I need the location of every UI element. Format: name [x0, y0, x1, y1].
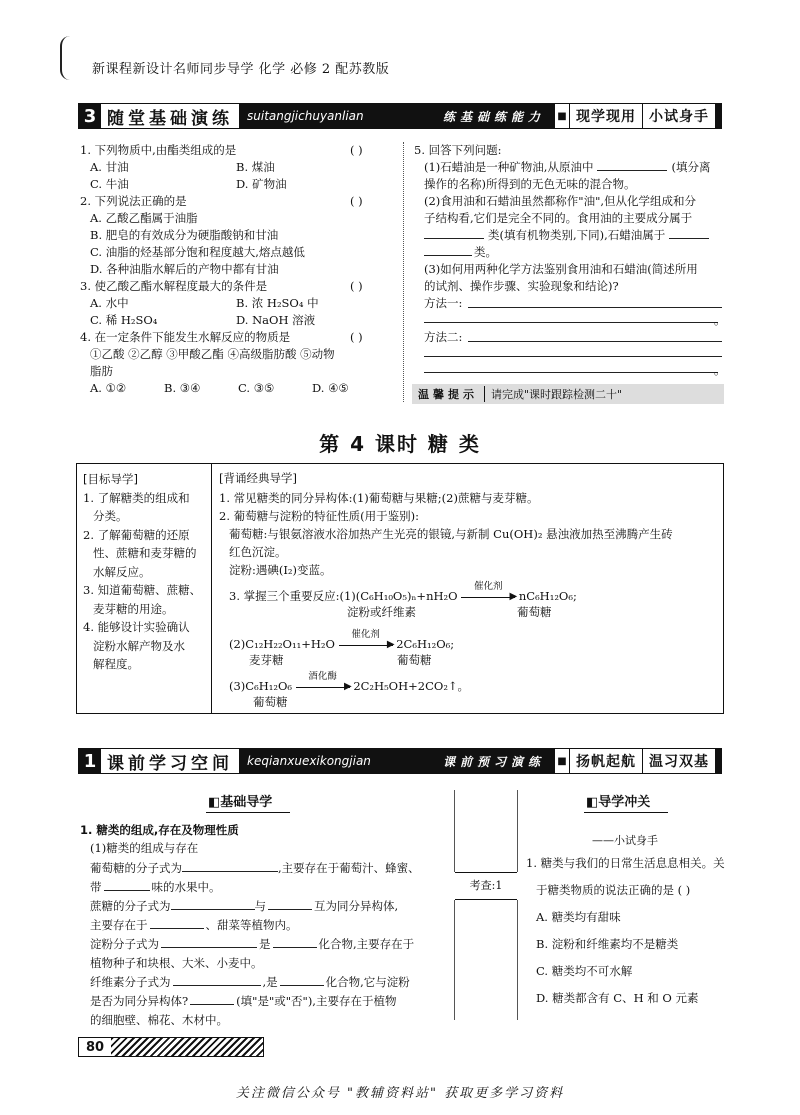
header-bracket-decoration — [60, 36, 74, 80]
goal-line: 分类。 — [93, 509, 128, 523]
goal-line: 性、蔗糖和麦芽糖的 — [93, 546, 197, 560]
reaction-arrow: 催化剂 ▶ — [339, 639, 393, 651]
guide-title: ◧导学冲关 — [586, 795, 651, 810]
tip-label: 温馨提示 — [412, 386, 485, 402]
basic-line: 的细胞壁、棉花、木材中。 — [90, 1013, 228, 1027]
exam-point-label: 考查:1 — [455, 872, 517, 900]
basic-line: 淀粉分子式为 是 化合物,主要存在于 — [90, 937, 415, 951]
goal-line: 解程度。 — [93, 657, 139, 671]
reaction-1-label: 葡萄糖 — [517, 605, 552, 619]
guide-subtitle: ——小试身手 — [592, 834, 658, 847]
reaction-2: (2)C₁₂H₂₂O₁₁+H₂O 催化剂 ▶ 2C₆H₁₂O₆; — [229, 629, 455, 651]
method-1-label: 方法一: — [424, 296, 463, 310]
section-banner-preview — [78, 748, 722, 774]
box-divider — [211, 464, 212, 713]
banner-subtitle: 课前预习演练 — [442, 754, 545, 769]
reaction-arrow: 催化剂 ▶ — [461, 591, 515, 603]
basic-line: 植物种子和块根、大米、小麦中。 — [90, 956, 263, 970]
option: D. NaOH 溶液 — [236, 313, 316, 327]
method-2-label: 方法二: — [424, 330, 463, 344]
option: C. 稀 H₂SO₄ — [90, 313, 158, 327]
q5-part1-cont: 操作的名称)所得到的无色无味的混合物。 — [424, 177, 636, 191]
q5-part2-cont: 子结构看,它们是完全不同的。食用油的主要成分属于 — [424, 211, 693, 225]
answer-blank[interactable] — [273, 936, 317, 948]
basic-heading: 1. 糖类的组成,存在及物理性质 — [80, 823, 239, 837]
q5-part2: (2)食用油和石蜡油虽然都称作"油",但从化学组成和分 — [424, 194, 697, 208]
middle-line — [517, 900, 518, 1020]
classic-line: 淀粉:遇碘(I₂)变蓝。 — [229, 563, 332, 577]
banner-title: 课前学习空间 — [107, 753, 233, 774]
banner-pinyin: suitangjichuyanlian — [247, 109, 364, 123]
answer-paren: ( ) — [350, 279, 363, 293]
page-number: 80 — [85, 1039, 105, 1055]
question-1-stem: 1. 下列物质中,由酯类组成的是 — [80, 143, 237, 157]
question-3-stem: 3. 使乙酸乙酯水解程度最大的条件是 — [80, 279, 268, 293]
answer-blank[interactable] — [161, 936, 257, 948]
guide-option: D. 糖类都含有 C、H 和 O 元素 — [536, 991, 699, 1005]
reaction-2-label: 麦芽糖 — [249, 653, 284, 667]
answer-line[interactable] — [468, 307, 722, 308]
question-4-stem: 4. 在一定条件下能发生水解反应的物质是 — [80, 330, 291, 344]
basic-line: 纤维素分子式为 ,是 化合物,它与淀粉 — [90, 975, 410, 989]
banner-end-bar — [715, 104, 721, 128]
option: C. 牛油 — [90, 177, 129, 191]
option: C. ③⑤ — [238, 381, 275, 395]
basic-line: 是否为同分异构体? (填"是"或"否"),主要存在于植物 — [90, 994, 397, 1008]
basic-guide-title: ◧基础导学 — [208, 795, 273, 810]
basic-line: 带 味的水果中。 — [90, 880, 221, 894]
page-bar-stripes — [111, 1038, 263, 1056]
basic-line: (1)糖类的组成与存在 — [90, 841, 199, 855]
banner-tag-1: 现学现用 — [569, 104, 642, 128]
option: C. 油脂的烃基部分饱和程度越大,熔点越低 — [90, 245, 305, 259]
tip-bar — [412, 384, 724, 404]
option: B. 肥皂的有效成分为硬脂酸钠和甘油 — [90, 228, 279, 242]
goal-line: 3. 知道葡萄糖、蔗糖、 — [83, 583, 202, 597]
reaction-3-label: 葡萄糖 — [253, 695, 288, 709]
square-icon: ■ — [557, 110, 567, 122]
middle-line — [517, 790, 518, 872]
basic-line: 蔗糖的分子式为 与 互为同分异构体, — [90, 899, 399, 913]
question-5-stem: 5. 回答下列问题: — [414, 143, 502, 157]
option: B. ③④ — [164, 381, 201, 395]
banner-pinyin: keqianxuexikongjian — [247, 754, 371, 768]
page-number-bar — [78, 1037, 264, 1057]
period: 。 — [714, 363, 726, 377]
option-items-cont: 脂肪 — [90, 364, 113, 378]
answer-blank[interactable] — [424, 227, 484, 239]
q5-part2-end: 类。 — [424, 244, 497, 261]
classic-line: 2. 葡萄糖与淀粉的特征性质(用于鉴别): — [219, 509, 419, 523]
answer-line[interactable] — [424, 356, 722, 357]
q5-part3-cont: 的试剂、操作步骤、实验现象和结论)? — [424, 279, 619, 293]
book-header: 新课程新设计名师同步导学 化学 必修 2 配苏教版 — [92, 62, 390, 77]
guide-line: 于糖类物质的说法正确的是 ( ) — [536, 883, 691, 897]
middle-line — [454, 900, 455, 1020]
option: A. 水中 — [90, 296, 129, 310]
goals-panel — [83, 470, 209, 674]
guide-option: C. 糖类均不可水解 — [536, 964, 633, 978]
classic-line: 红色沉淀。 — [229, 545, 287, 559]
lesson-title: 第 4 课时 糖 类 — [319, 432, 481, 456]
answer-blank[interactable] — [424, 244, 472, 256]
period: 。 — [714, 313, 726, 327]
answer-paren: ( ) — [350, 330, 363, 344]
guide-option: B. 淀粉和纤维素均不是糖类 — [536, 937, 679, 951]
option: A. ①② — [90, 381, 127, 395]
answer-blank[interactable] — [268, 898, 312, 910]
section-banner-practice — [78, 103, 722, 129]
banner-pinyin-strip — [239, 104, 555, 128]
guide-line: 1. 糖类与我们的日常生活息息相关。关 — [526, 856, 725, 870]
answer-blank[interactable] — [280, 974, 324, 986]
option: B. 煤油 — [236, 160, 275, 174]
guide-option: A. 糖类均有甜味 — [536, 910, 621, 924]
question-2-stem: 2. 下列说法正确的是 — [80, 194, 187, 208]
goal-line: 麦芽糖的用途。 — [93, 601, 174, 616]
answer-blank[interactable] — [150, 917, 204, 929]
goal-line: 水解反应。 — [93, 564, 151, 579]
banner-number: 1 — [79, 749, 101, 773]
reaction-3: (3)C₆H₁₂O₆ 酒化酶 ▶ 2C₂H₅OH+2CO₂↑。 — [229, 671, 470, 693]
option: A. 甘油 — [90, 160, 129, 174]
answer-blank[interactable] — [597, 159, 667, 171]
reaction-1-label: 淀粉或纤维素 — [347, 605, 416, 619]
option: B. 浓 H₂SO₄ 中 — [236, 296, 319, 310]
answer-line[interactable] — [424, 372, 718, 373]
reaction-2-label: 葡萄糖 — [397, 653, 432, 667]
banner-tag-2: 温习双基 — [642, 749, 715, 773]
goal-line: 2. 了解葡萄糖的还原 — [83, 527, 190, 542]
answer-blank[interactable] — [173, 974, 261, 986]
answer-paren: ( ) — [350, 143, 363, 157]
answer-blank[interactable] — [182, 860, 278, 872]
classic-title: [背诵经典导学] — [219, 471, 297, 485]
option: A. 乙酸乙酯属于油脂 — [90, 211, 198, 225]
bookmark-icon: ◧ — [208, 795, 221, 810]
guide-box — [76, 463, 724, 714]
column-divider — [403, 142, 404, 402]
banner-pinyin-strip — [239, 749, 555, 773]
q5-part1: (1)石蜡油是一种矿物油,从原油中 (填分离 — [424, 160, 711, 174]
answer-blank[interactable] — [669, 227, 709, 239]
bookmark-icon: ◧ — [586, 795, 599, 810]
banner-tag-2: 小试身手 — [642, 104, 715, 128]
classic-line: 葡萄糖:与银氨溶液水浴加热产生光亮的银镜,与新制 Cu(OH)₂ 悬浊液加热至沸腾产生砖 — [229, 527, 673, 541]
basic-line: 葡萄糖的分子式为 ,主要存在于葡萄汁、蜂蜜、 — [90, 861, 420, 875]
option: D. 各种油脂水解后的产物中都有甘油 — [90, 262, 279, 276]
banner-title: 随堂基础演练 — [107, 108, 233, 129]
goal-line: 1. 了解糖类的组成和 — [83, 490, 190, 505]
q5-part3: (3)如何用两种化学方法鉴别食用油和石蜡油(简述所用 — [424, 262, 698, 276]
goal-line: 淀粉水解产物及水 — [93, 638, 185, 653]
answer-blank[interactable] — [104, 879, 150, 891]
footer-note: 关注微信公众号 "教辅资料站" 获取更多学习资料 — [235, 1086, 565, 1101]
banner-tag-1: 扬帆起航 — [569, 749, 642, 773]
basic-line: 主要存在于 、甜菜等植物内。 — [90, 918, 298, 932]
reaction-arrow: 酒化酶 ▶ — [296, 681, 350, 693]
goal-line: 4. 能够设计实验确认 — [83, 620, 190, 634]
q5-part2-blanks: 类(填有机物类别,下同),石蜡油属于 — [424, 227, 709, 244]
middle-line — [454, 790, 455, 872]
option: D. 矿物油 — [236, 177, 287, 191]
banner-end-bar — [715, 749, 721, 773]
option: D. ④⑤ — [312, 381, 349, 395]
option-items: ①乙酸 ②乙醇 ③甲酸乙酯 ④高级脂肪酸 ⑤动物 — [90, 347, 335, 361]
banner-subtitle: 练基础练能力 — [442, 109, 545, 124]
tip-text: 请完成"课时跟踪检测二十" — [491, 388, 623, 401]
reaction-1: 3. 掌握三个重要反应:(1)(C₆H₁₀O₅)ₙ+nH₂O 催化剂 ▶ nC₆H₁₂O₆; — [229, 581, 577, 603]
answer-blank[interactable] — [171, 898, 255, 910]
answer-blank[interactable] — [190, 993, 234, 1005]
banner-number: 3 — [79, 104, 101, 128]
square-icon: ■ — [557, 755, 567, 767]
title-underline — [206, 812, 290, 813]
title-underline — [584, 812, 668, 813]
answer-line[interactable] — [468, 341, 722, 342]
answer-line[interactable] — [424, 322, 718, 323]
classic-line: 1. 常见糖类的同分异构体:(1)葡萄糖与果糖;(2)蔗糖与麦芽糖。 — [219, 491, 539, 505]
goals-title: [目标导学] — [83, 472, 138, 486]
answer-paren: ( ) — [350, 194, 363, 208]
